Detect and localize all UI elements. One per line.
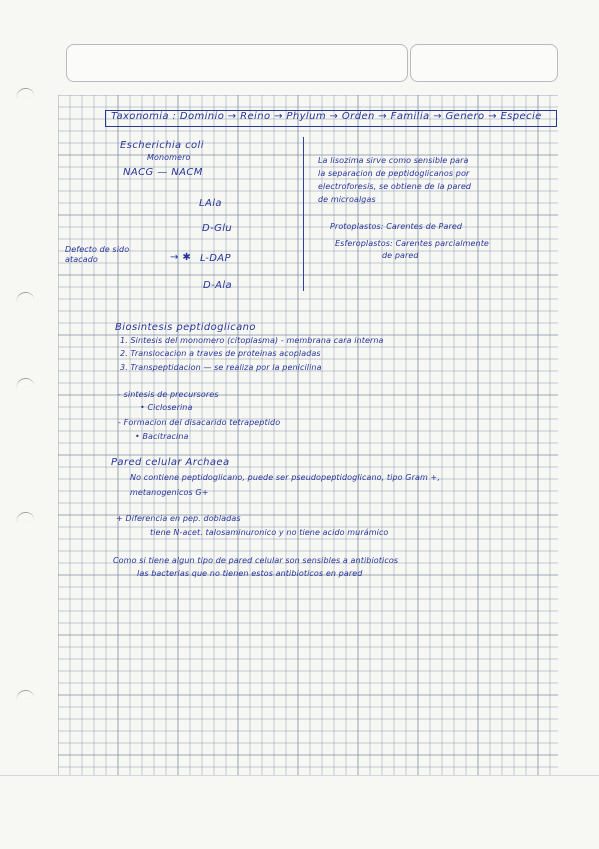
binder-hole-mark bbox=[15, 689, 34, 700]
nacg-line: NACG — NACM bbox=[123, 167, 203, 178]
right-line-1: La lisozima sirve como sensible para bbox=[318, 156, 469, 165]
right-line-2: la separacion de peptidoglicanos por bbox=[318, 169, 470, 178]
biosynthesis-step-1: 1. Sintesis del monomero (citoplasma) - membrana cara interna bbox=[120, 336, 384, 345]
dala-label: D-Ala bbox=[203, 280, 233, 291]
dglu-label: D-Glu bbox=[202, 223, 233, 234]
binder-hole-mark bbox=[15, 377, 34, 388]
bacitracina-note: • Bacitracina bbox=[135, 432, 189, 441]
inhibition-mark: → ✱ bbox=[170, 252, 192, 263]
column-divider bbox=[303, 137, 304, 291]
biosynthesis-step-2: 2. Translocacion a traves de proteinas acopladas bbox=[120, 349, 321, 358]
binder-hole-mark bbox=[15, 291, 34, 302]
graph-grid bbox=[58, 95, 558, 775]
protoplast-line: Protoplastos: Carentes de Pared bbox=[330, 222, 463, 231]
right-line-3: electroforesis, se obtiene de la pared bbox=[318, 182, 472, 191]
taxonomy-line: Taxonomia : Dominio → Reino → Phylum → Orden → Familia → Genero → Especie bbox=[111, 111, 542, 122]
archaea-line-3: + Diferencia en pep. dobladas bbox=[116, 514, 241, 523]
biosynthesis-title: Biosintesis peptidoglicano bbox=[115, 322, 256, 333]
right-line-4: de microalgas bbox=[318, 195, 376, 204]
binder-hole-mark bbox=[15, 511, 34, 522]
ldap-label: L-DAP bbox=[200, 253, 231, 264]
biosynthesis-step-3: 3. Transpeptidacion — se realiza por la penicilina bbox=[120, 363, 322, 372]
spheroplast-line: Esferoplastos: Carentes parcialmente bbox=[335, 239, 489, 248]
inhibition-note: Defecto de sido atacado bbox=[65, 245, 130, 264]
disaccharide-note: - Formacion del disacarido tetrapeptido bbox=[118, 418, 281, 427]
spheroplast-line-2: de pared bbox=[382, 251, 419, 260]
cicloserina-note: • Cicloserina bbox=[140, 403, 193, 412]
bottom-band bbox=[0, 775, 599, 849]
grid-lines bbox=[58, 95, 558, 775]
monomer-label: Monomero bbox=[147, 153, 191, 162]
archaea-line-5: Como si tiene algun tipo de pared celular son sensibles a antibioticos bbox=[113, 556, 399, 565]
header-box-right bbox=[410, 44, 558, 82]
archaea-line-1: No contiene peptidoglicano, puede ser pseudopeptidoglicano, tipo Gram +, bbox=[130, 473, 440, 482]
organism-title: Escherichia coli bbox=[120, 140, 204, 151]
archaea-line-2: metanogenicos G+ bbox=[130, 488, 209, 497]
lala-label: LAla bbox=[199, 198, 222, 209]
archaea-title: Pared celular Archaea bbox=[111, 457, 230, 468]
header-box-left bbox=[66, 44, 408, 82]
binder-hole-mark bbox=[15, 87, 34, 98]
archaea-line-6: las bacterias que no tienen estos antibioticos en pared bbox=[137, 569, 363, 578]
archaea-line-4: tiene N-acet. talosaminuronico y no tiene acido murámico bbox=[150, 528, 389, 537]
precursor-note: - sintesis de precursores bbox=[118, 390, 219, 399]
